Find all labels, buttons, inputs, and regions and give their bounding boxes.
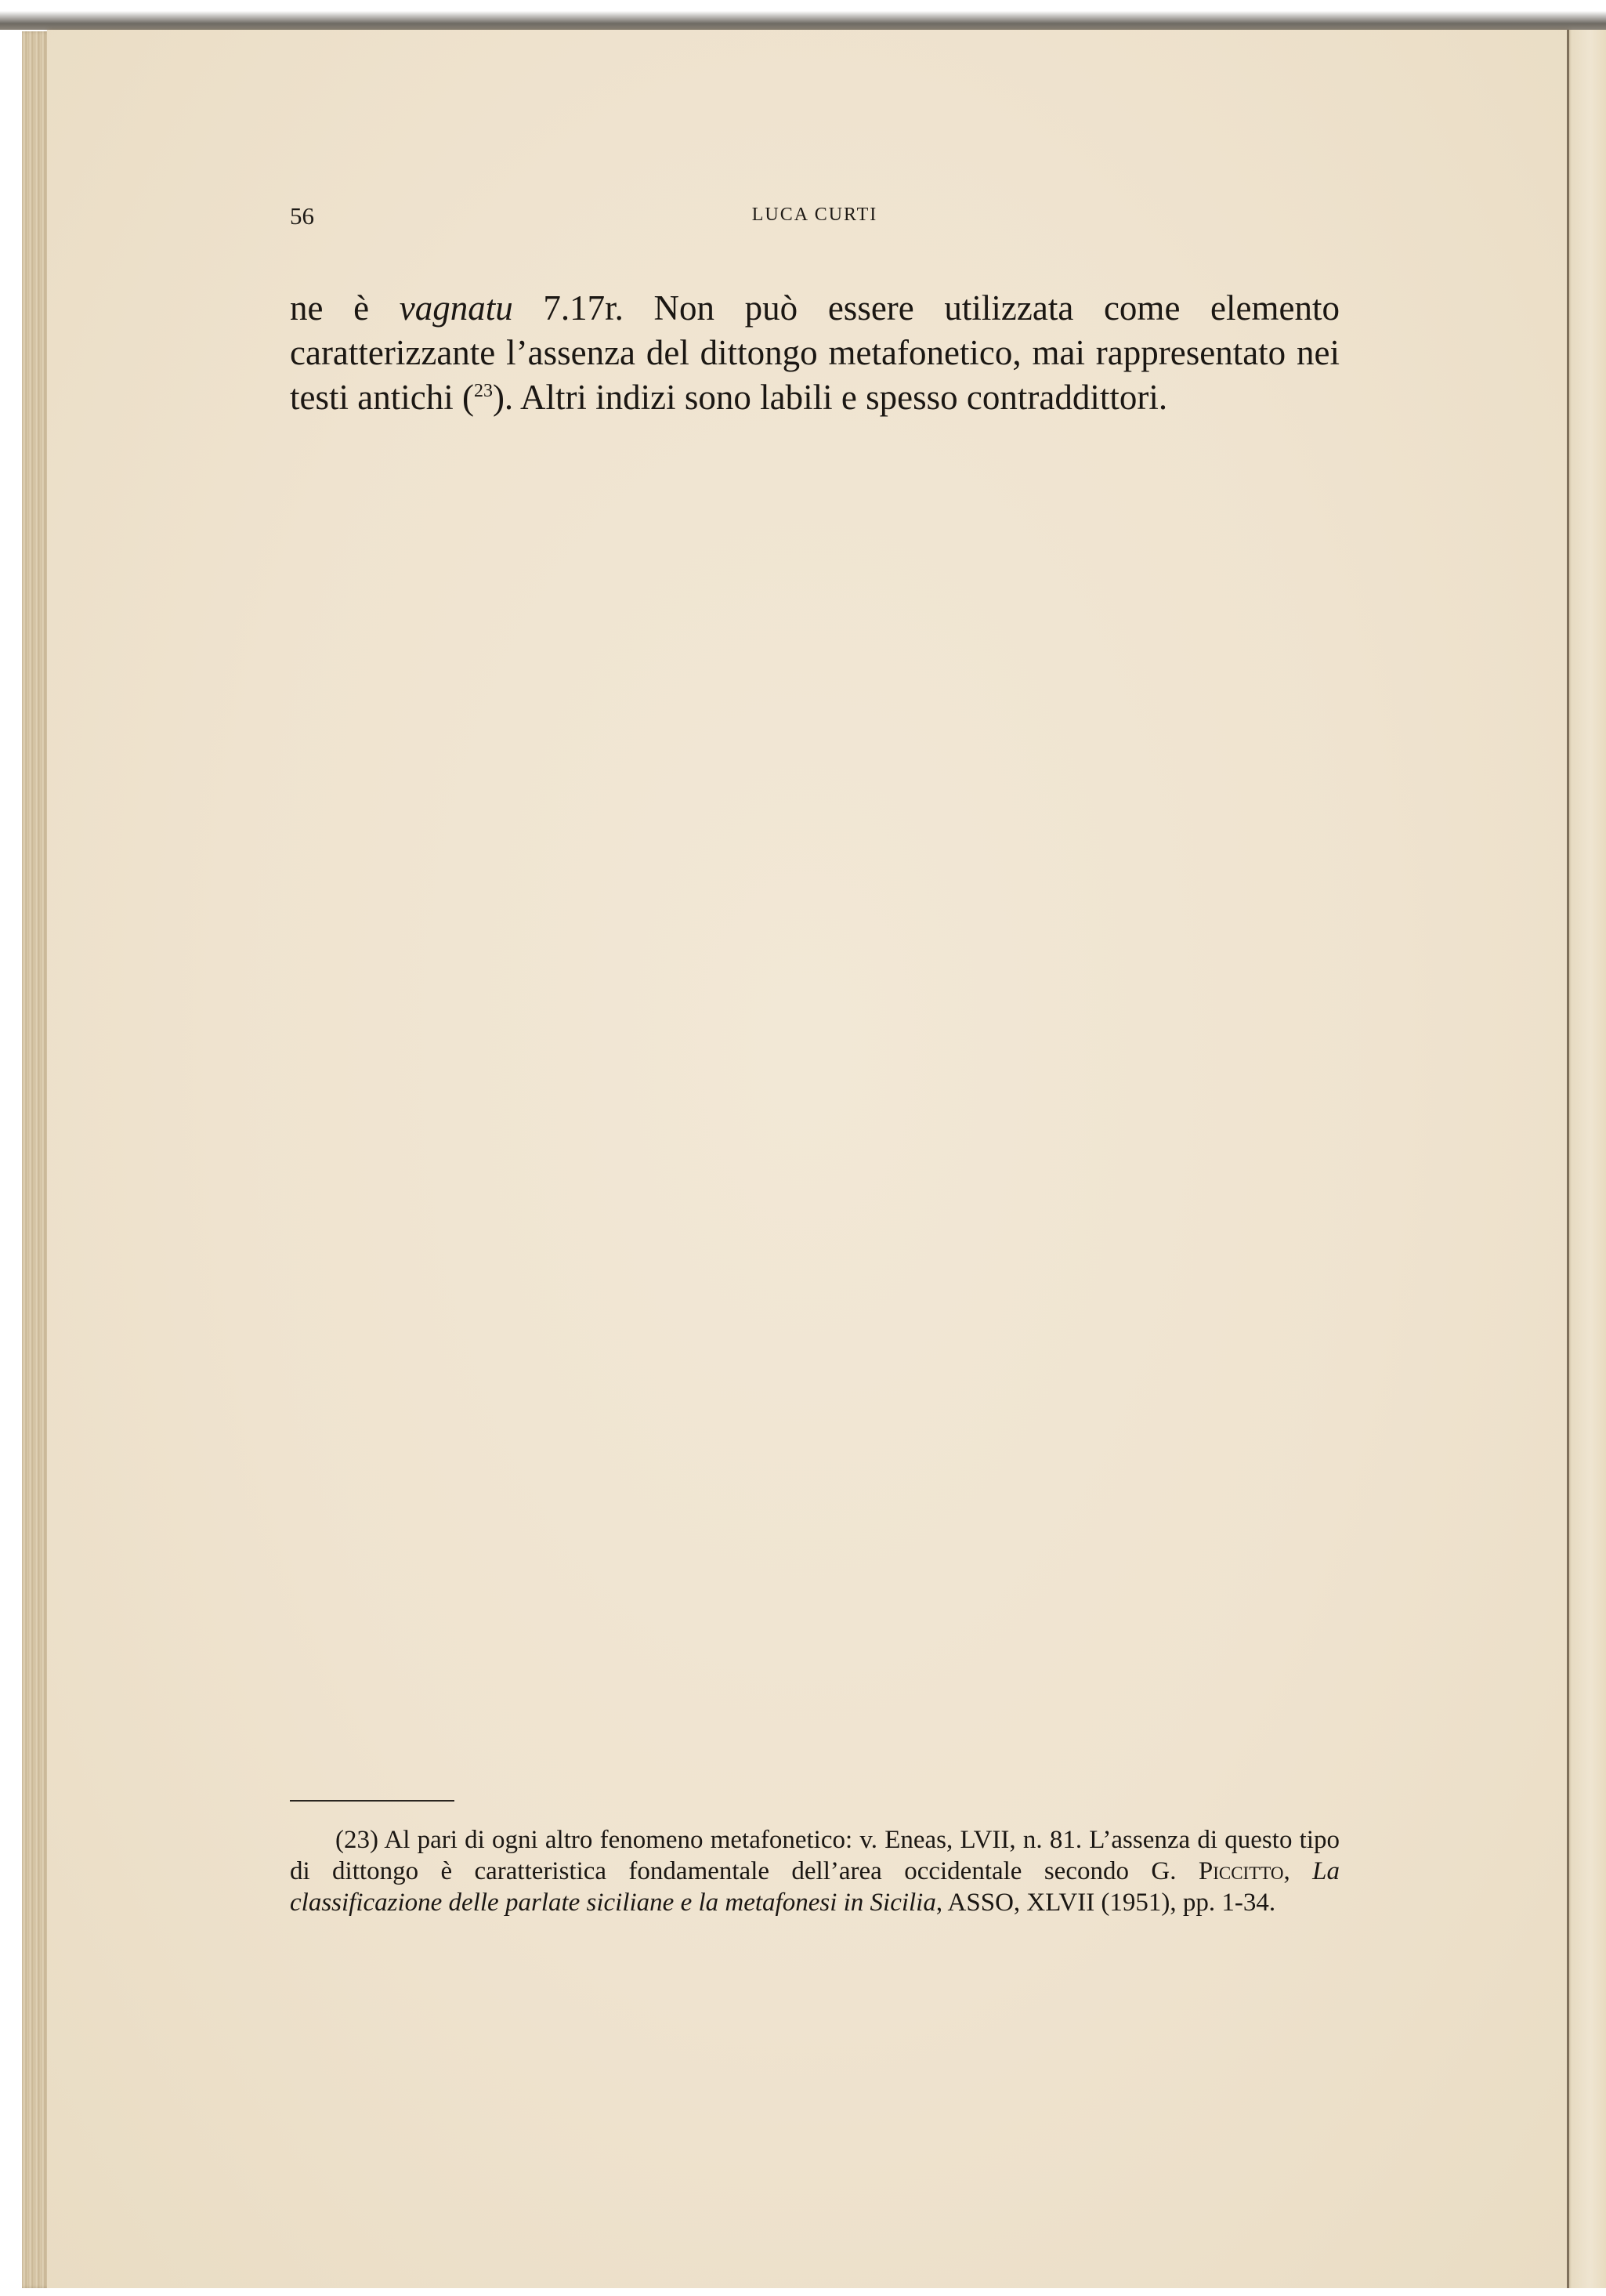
footnote-marker: (23) bbox=[335, 1826, 378, 1854]
footnote-title: La classificazione delle parlate siciliane e la metafonesi in Sicilia bbox=[290, 1857, 1340, 1917]
body-text-middle: 7.17r. Non può essere utilizzata come elemento caratterizzante l’assenza del dittongo metafonetico, mai rappresentato nei testi antichi ( bbox=[290, 288, 1340, 417]
next-page-edge bbox=[1567, 30, 1606, 2294]
scanner-border-top bbox=[0, 0, 1606, 30]
italic-term: vagnatu bbox=[399, 288, 513, 328]
footnote-text-a: Al pari di ogni altro fenomeno metafonetico: v. Eneas, LVII, n. 81. L’assenza di questo tipo di dittongo è caratteristica fondamentale dell’area occidentale secondo G. bbox=[290, 1826, 1340, 1885]
footnote-reference: 23 bbox=[473, 381, 493, 401]
body-text-end: ). Altri indizi sono labili e spesso contraddittori. bbox=[492, 378, 1168, 417]
footnote-text-c: , ASSO, XLVII (1951), pp. 1-34. bbox=[935, 1889, 1276, 1917]
footnote-separator bbox=[290, 1800, 454, 1802]
scanner-border-bottom bbox=[0, 2288, 1606, 2296]
body-paragraph bbox=[290, 286, 1340, 420]
running-head: LUCA CURTI bbox=[751, 205, 878, 225]
body-text-start: ne è bbox=[290, 288, 400, 328]
footnote-paragraph bbox=[290, 1824, 1340, 1918]
page-header bbox=[290, 202, 1340, 234]
footnote-text-b: , bbox=[1283, 1857, 1313, 1885]
body-text bbox=[290, 286, 1340, 420]
footnote-author: Piccitto bbox=[1198, 1857, 1284, 1885]
footnote bbox=[290, 1824, 1340, 1918]
page-number: 56 bbox=[290, 202, 314, 230]
